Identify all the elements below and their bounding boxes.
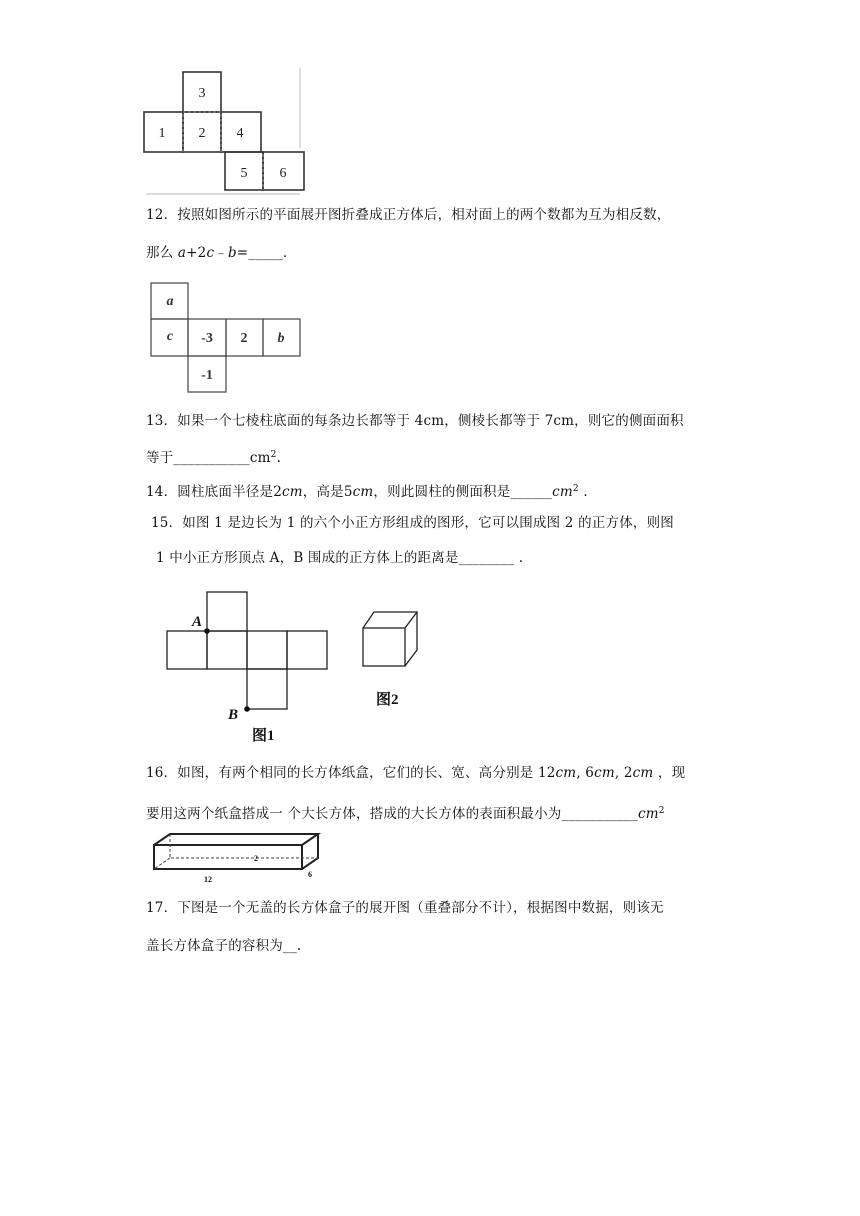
q15-figures <box>160 588 440 748</box>
net11-cell-2: 2 <box>198 126 206 141</box>
q15-answer-blank[interactable]: ________ <box>458 550 515 566</box>
q14-radius-value: 2 <box>273 484 282 500</box>
q13-answer-blank[interactable]: ___________ <box>173 450 250 466</box>
q16-line1 <box>146 763 685 783</box>
q16-unit: cm <box>637 806 659 822</box>
q15-line2 <box>156 548 523 568</box>
q14-mid: ，高是 <box>302 484 344 500</box>
q12-cube-net-figure <box>148 280 308 395</box>
q13-line2-pre: 等于 <box>146 450 174 466</box>
q12-minus: ﹣ <box>214 245 228 261</box>
q16-box-figure <box>150 830 325 885</box>
q12-end: ． <box>283 245 297 261</box>
q15-label-b: B <box>228 707 239 723</box>
q14-pre: 14．圆柱底面半径是 <box>146 484 274 500</box>
q17-end: . <box>296 938 302 954</box>
q17-answer-blank[interactable]: __ <box>283 938 297 954</box>
q13-end: . <box>276 450 282 466</box>
net12-cell-minus3: -3 <box>201 331 213 346</box>
q13-line1: 13．如果一个七棱柱底面的每条边长都等于 4cm，侧棱长都等于 7cm，则它的侧面面积 <box>146 413 684 429</box>
net11-cell-5: 5 <box>240 166 248 181</box>
q12-line2-pre: 那么 <box>146 245 178 261</box>
q13-unit: cm <box>249 450 271 466</box>
q12-line1: 12．按照如图所示的平面展开图折叠成正方体后，相对面上的两个数都为互为相反数， <box>146 207 671 223</box>
q16-line2 <box>146 801 665 824</box>
q16-unit-3: cm <box>632 765 654 781</box>
q15-end: . <box>514 550 524 566</box>
net12-cell-c: c <box>166 329 174 344</box>
q17-line2-pre: 盖长方体盒子的容积为 <box>146 938 283 954</box>
q14-post: ，则此圆柱的侧面积是 <box>373 484 511 500</box>
q16-comma-2: , 2 <box>614 765 633 781</box>
q12-var-b: b <box>227 245 237 261</box>
q16-box-width-label: 6 <box>308 870 312 879</box>
q14-height-value: 5 <box>343 484 353 500</box>
net12-cell-b: b <box>277 331 285 346</box>
q14-end: . <box>578 484 588 500</box>
q15-fig1-caption: 图1 <box>252 728 275 744</box>
q15-label-a: A <box>192 614 203 630</box>
net11-cell-6: 6 <box>279 166 287 181</box>
q14-line <box>146 479 588 502</box>
q13-line2 <box>146 445 281 468</box>
q16-box-length-label: 12 <box>204 875 212 884</box>
net12-cell-2: 2 <box>240 331 248 346</box>
q14-answer-blank[interactable]: ______ <box>510 484 553 500</box>
q17-line2 <box>146 936 301 956</box>
q16-unit-1: cm <box>555 765 577 781</box>
q15-line2-text: 1 中小正方形顶点 A，B 围成的正方体上的距离是 <box>156 550 459 566</box>
q16-line1-pre: 16．如图，有两个相同的长方体纸盒，它们的长、宽、高分别是 12 <box>146 765 556 781</box>
q13-unit-sup: 2 <box>270 450 277 460</box>
net11-cell-3: 3 <box>198 86 206 101</box>
q16-answer-blank[interactable]: ___________ <box>561 806 638 822</box>
q16-line1-post: ，现 <box>653 765 686 781</box>
q16-unit-2: cm <box>594 765 615 781</box>
q14-height-unit: cm <box>352 484 374 500</box>
q15-line1: 15．如图 1 是边长为 1 的六个小正方形组成的图形，它可以围成图 2 的正方体，则图 <box>151 515 674 531</box>
q16-unit-sup: 2 <box>658 806 665 816</box>
q12-plus2: +2 <box>186 245 207 261</box>
q14-radius-unit: cm <box>281 484 303 500</box>
q12-var-a: a <box>177 245 187 261</box>
q12-answer-blank[interactable]: _____ <box>248 245 284 261</box>
q12-eq: = <box>236 245 249 261</box>
q17-line1: 17．下图是一个无盖的长方体盒子的展开图（重叠部分不计），根据图中数据，则该无 <box>146 900 664 916</box>
net11-cell-1: 1 <box>158 126 166 141</box>
net12-cell-minus1: -1 <box>201 368 213 383</box>
q12-var-c: c <box>206 245 215 261</box>
q12-line2 <box>146 243 297 263</box>
q15-point-a-dot <box>204 628 210 634</box>
q14-unit-sup: 2 <box>572 484 579 494</box>
q15-fig2-caption: 图2 <box>376 692 399 708</box>
net12-cell-a: a <box>166 294 174 309</box>
q11-cube-net-figure <box>140 66 310 196</box>
q15-point-b-dot <box>244 706 250 712</box>
q16-box-height-label: 2 <box>254 854 258 863</box>
q16-comma-1: , 6 <box>576 765 595 781</box>
net11-cell-4: 4 <box>236 126 244 141</box>
q14-unit: cm <box>552 484 573 500</box>
q16-line2-pre: 要用这两个纸盒搭成一 个大长方体，搭成的大长方体的表面积最小为 <box>146 806 562 822</box>
